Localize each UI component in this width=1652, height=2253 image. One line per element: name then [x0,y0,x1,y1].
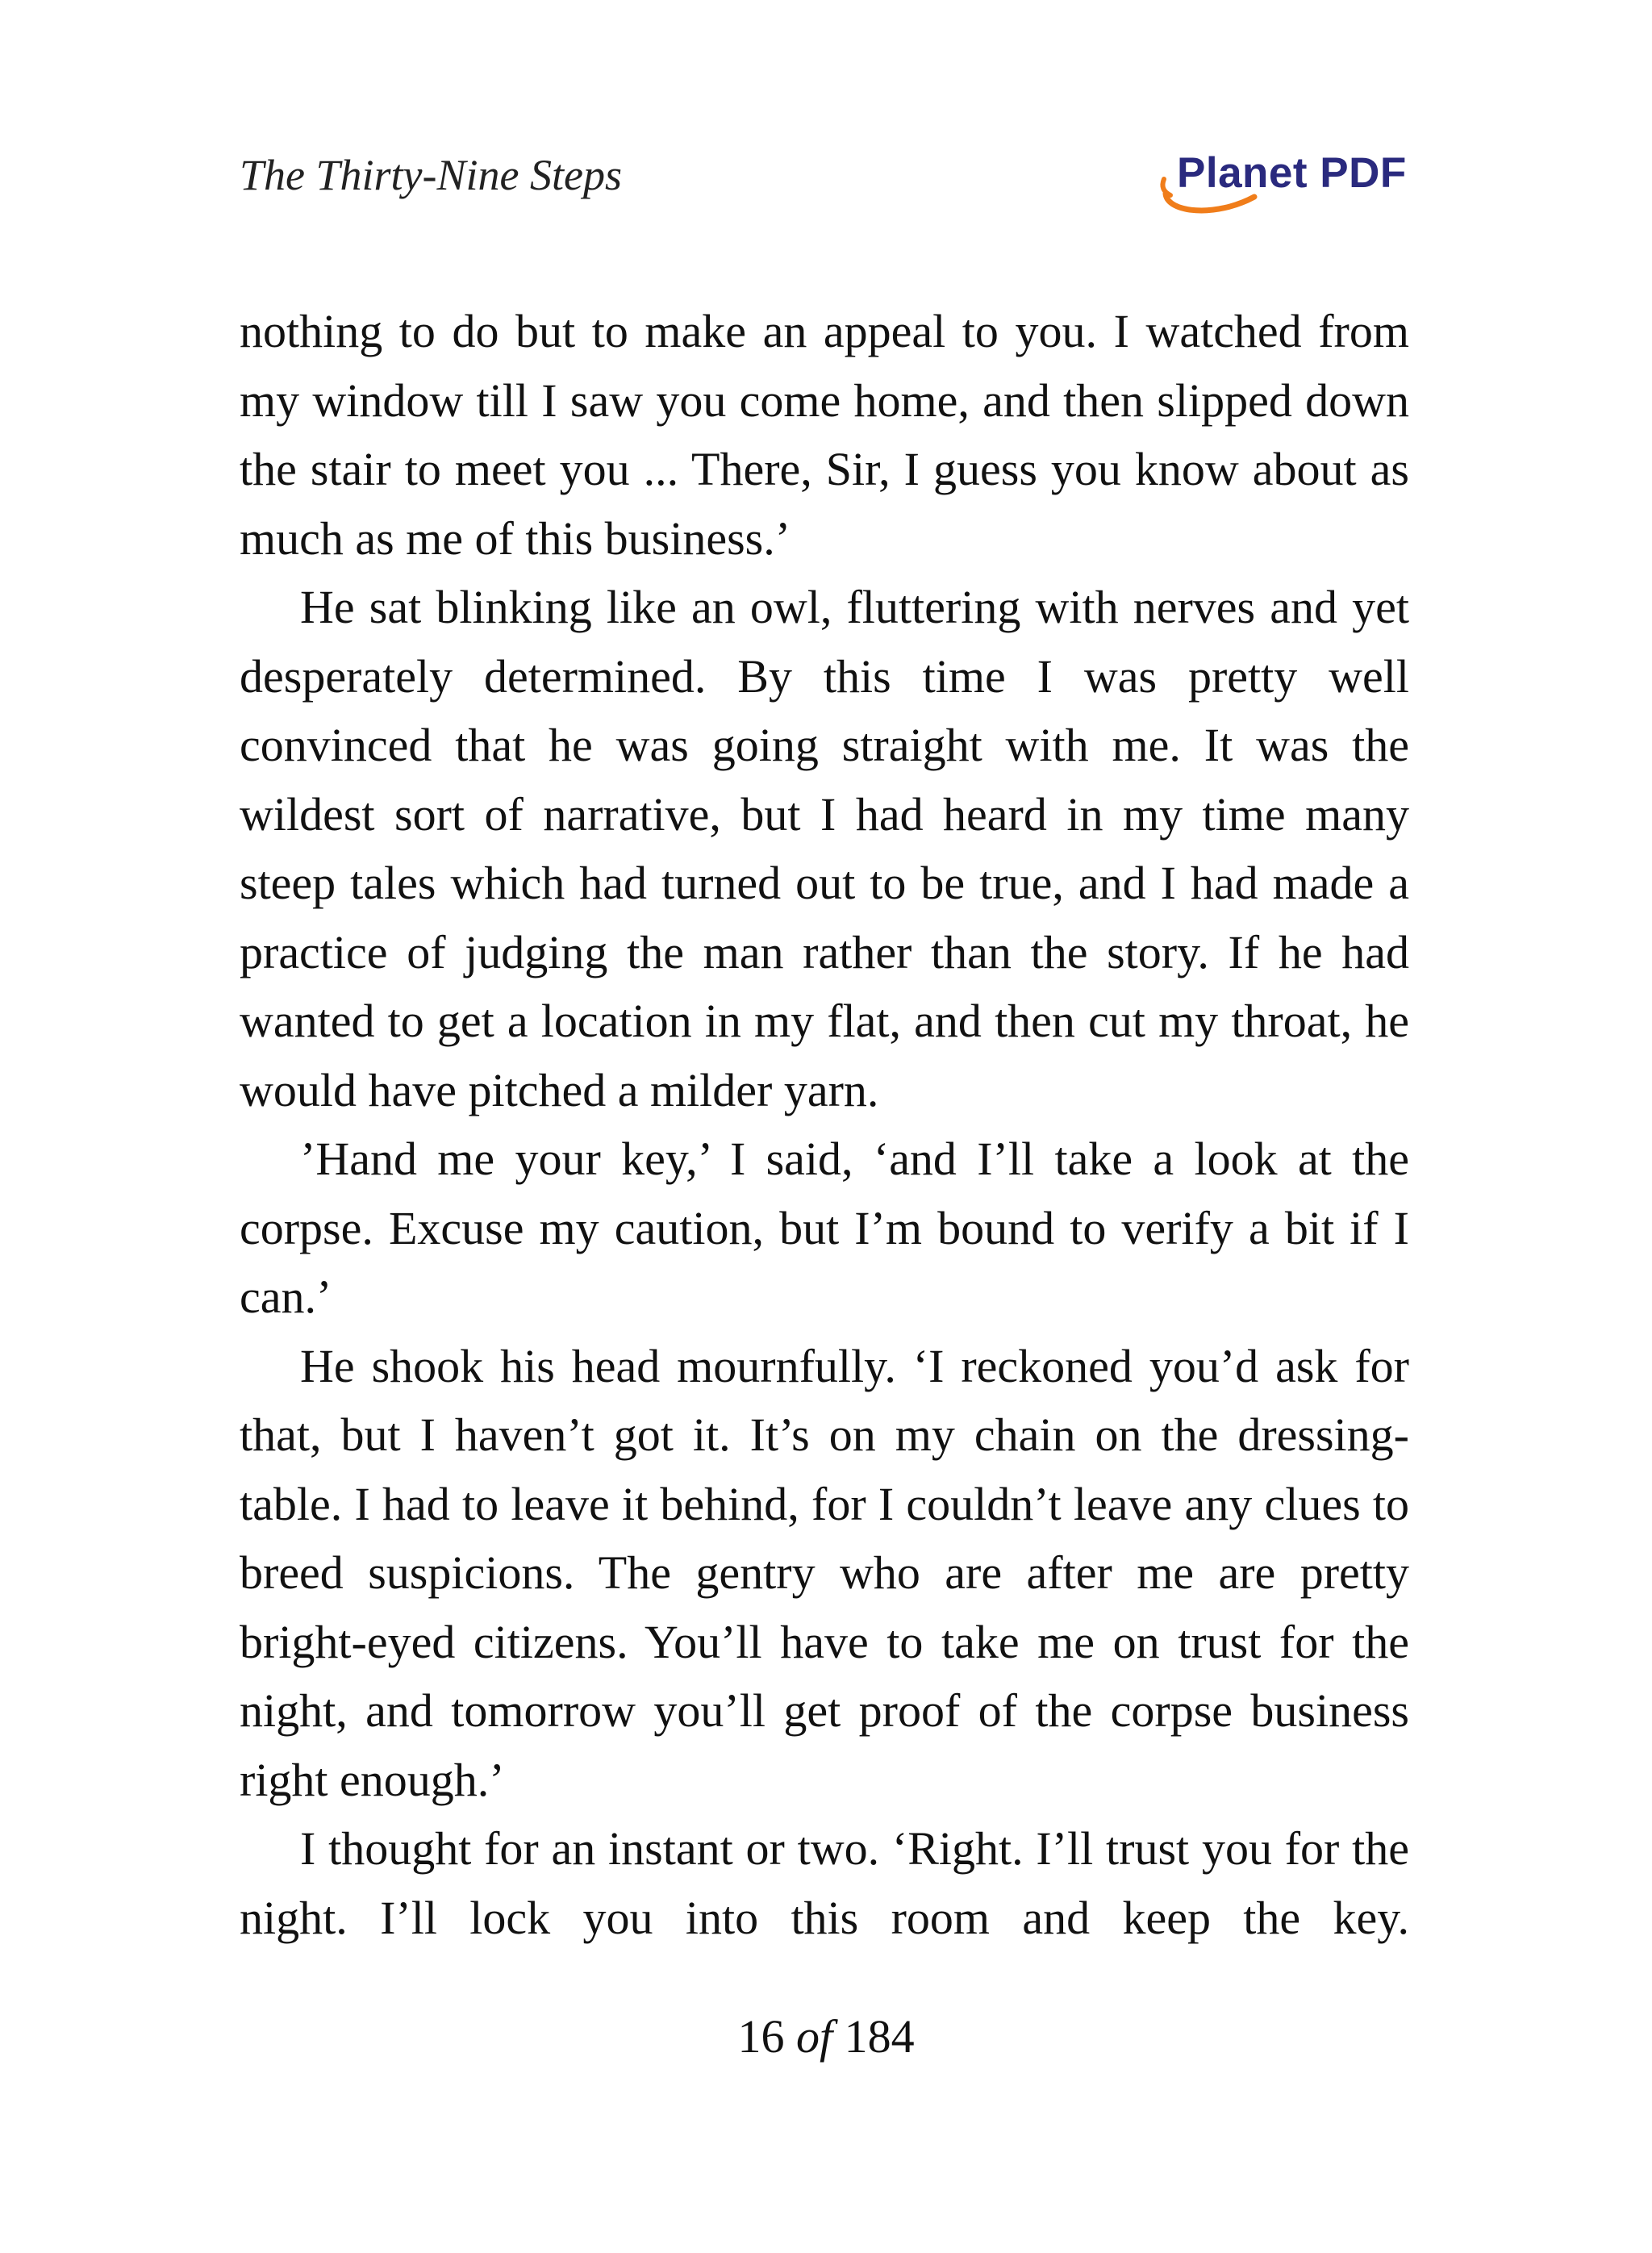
current-page-number: 16 [737,2010,785,2063]
logo-text: Planet PDF [1177,149,1407,197]
paragraph: He sat blinking like an owl, fluttering with nerves and yet desperately determined. By this time I was pretty well convinced that he was going straight with me. It was the wildest sort of narrative, but I had heard in my time many steep tales which had turned out to be true, and I had made a practice of judging the man rather than the story. If he had wanted to get a location in my flat, and then cut my throat, he would have pitched a milder yarn. [240,581,1409,1116]
planet-pdf-logo [1159,147,1409,219]
total-page-count: 184 [844,2010,915,2063]
paragraph: nothing to do but to make an appeal to you. I watched from my window till I saw you come home, and then slipped down the stair to meet you ... There, Sir, I guess you know about as much as me of this business.’ [240,305,1409,565]
paragraph: I thought for an instant or two. ‘Right. I’ll trust you for the night. I’ll lock you into this room and keep the key. [240,1822,1409,1944]
paragraph: ’Hand me your key,’ I said, ‘and I’ll take a look at the corpse. Excuse my caution, but I’m bound to verify a bit if I can.’ [240,1133,1409,1323]
book-title: The Thirty-Nine Steps [240,151,622,199]
page-of-label: of [795,2010,833,2063]
page-number [0,2010,1652,2063]
page-header [240,147,1409,219]
paragraph: He shook his head mournfully. ‘I reckoned you’d ask for that, but I haven’t got it. It’s on my chain on the dressing-table. I had to leave it behind, for I couldn’t leave any clues to breed suspicions. The gentry who are after me are pretty bright-eyed citizens. You’ll have to take me on trust for the night, and tomorrow you’ll get proof of the corpse business right enough.’ [240,1339,1409,1806]
body-text [240,297,1409,1952]
